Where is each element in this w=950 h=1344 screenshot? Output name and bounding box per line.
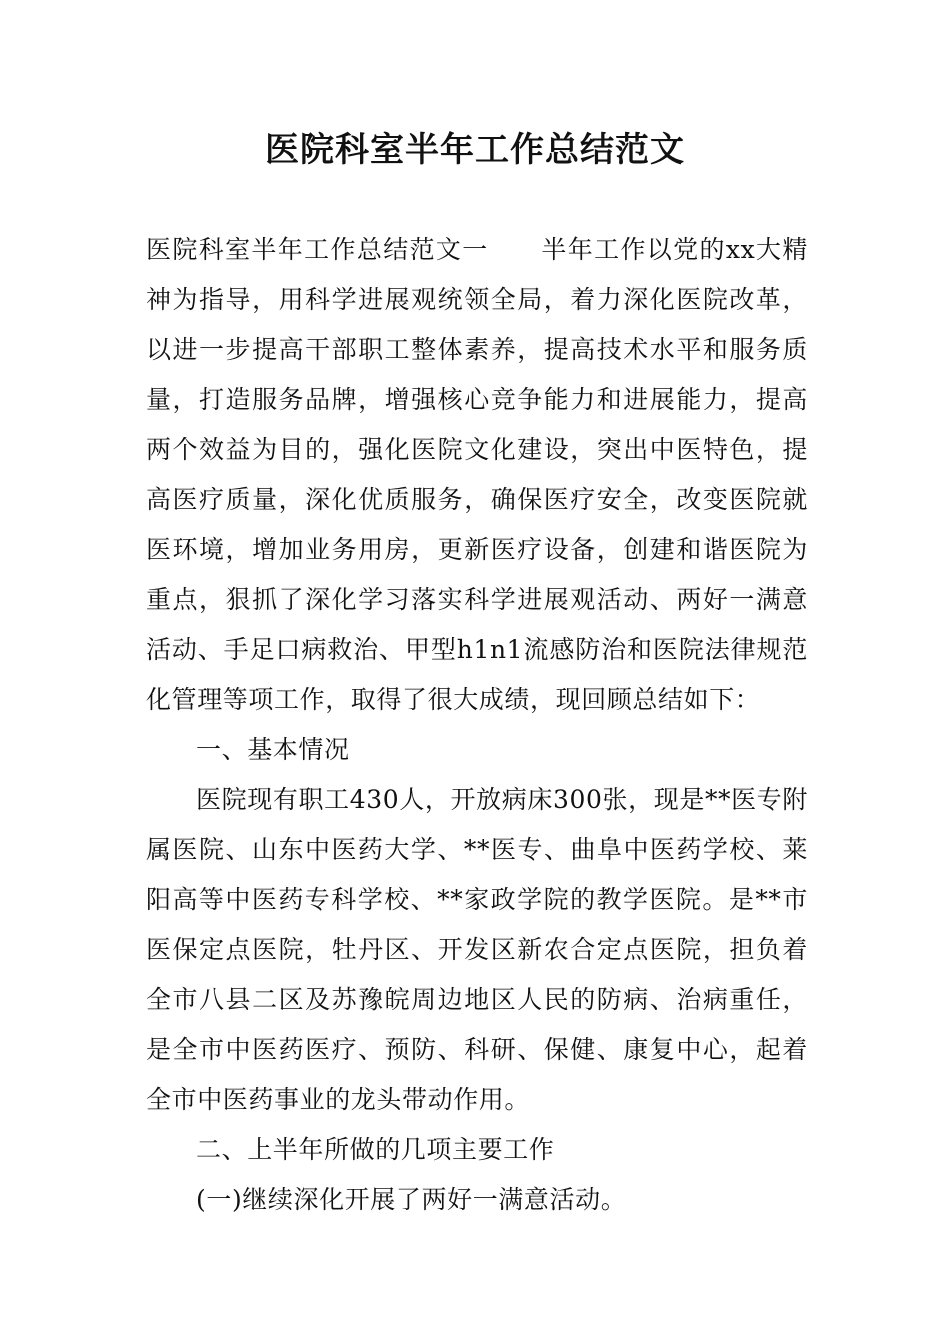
section-heading-basic: 一、基本情况 (196, 735, 350, 764)
document-body (146, 225, 808, 1225)
subsection-heading-1: (一)继续深化开展了两好一满意活动。 (196, 1185, 627, 1214)
intro-paragraph: 医院科室半年工作总结范文一 半年工作以党的xx大精神为指导，用科学进展观统领全局，着力深化医院改革，以进一步提高干部职工整体素养，提高技术水平和服务质量，打造服务品牌，增强核心竞争能力和进展能力，提高两个效益为目的，强化医院文化建设，突出中医特色，提高医疗质量，深化优质服务，确保医疗安全，改变医院就医环境，增加业务用房，更新医疗设备，创建和谐医院为重点，狠抓了深化学习落实科学进展观活动、两好一满意活动、手足口病救治、甲型h1n1流感防治和医院法律规范化管理等项工作，取得了很大成绩，现回顾总结如下： (146, 235, 808, 714)
basic-info-paragraph: 医院现有职工430人，开放病床300张，现是**医专附属医院、山东中医药大学、**医专、曲阜中医药学校、莱阳高等中医药专科学校、**家政学院的教学医院。是**市医保定点医院，牡丹区、开发区新农合定点医院，担负着全市八县二区及苏豫皖周边地区人民的防病、治病重任，是全市中医药医疗、预防、科研、保健、康复中心，起着全市中医药事业的龙头带动作用。 (146, 785, 808, 1114)
document-title: 医院科室半年工作总结范文 (265, 130, 685, 170)
section-heading-work: 二、上半年所做的几项主要工作 (196, 1135, 555, 1164)
